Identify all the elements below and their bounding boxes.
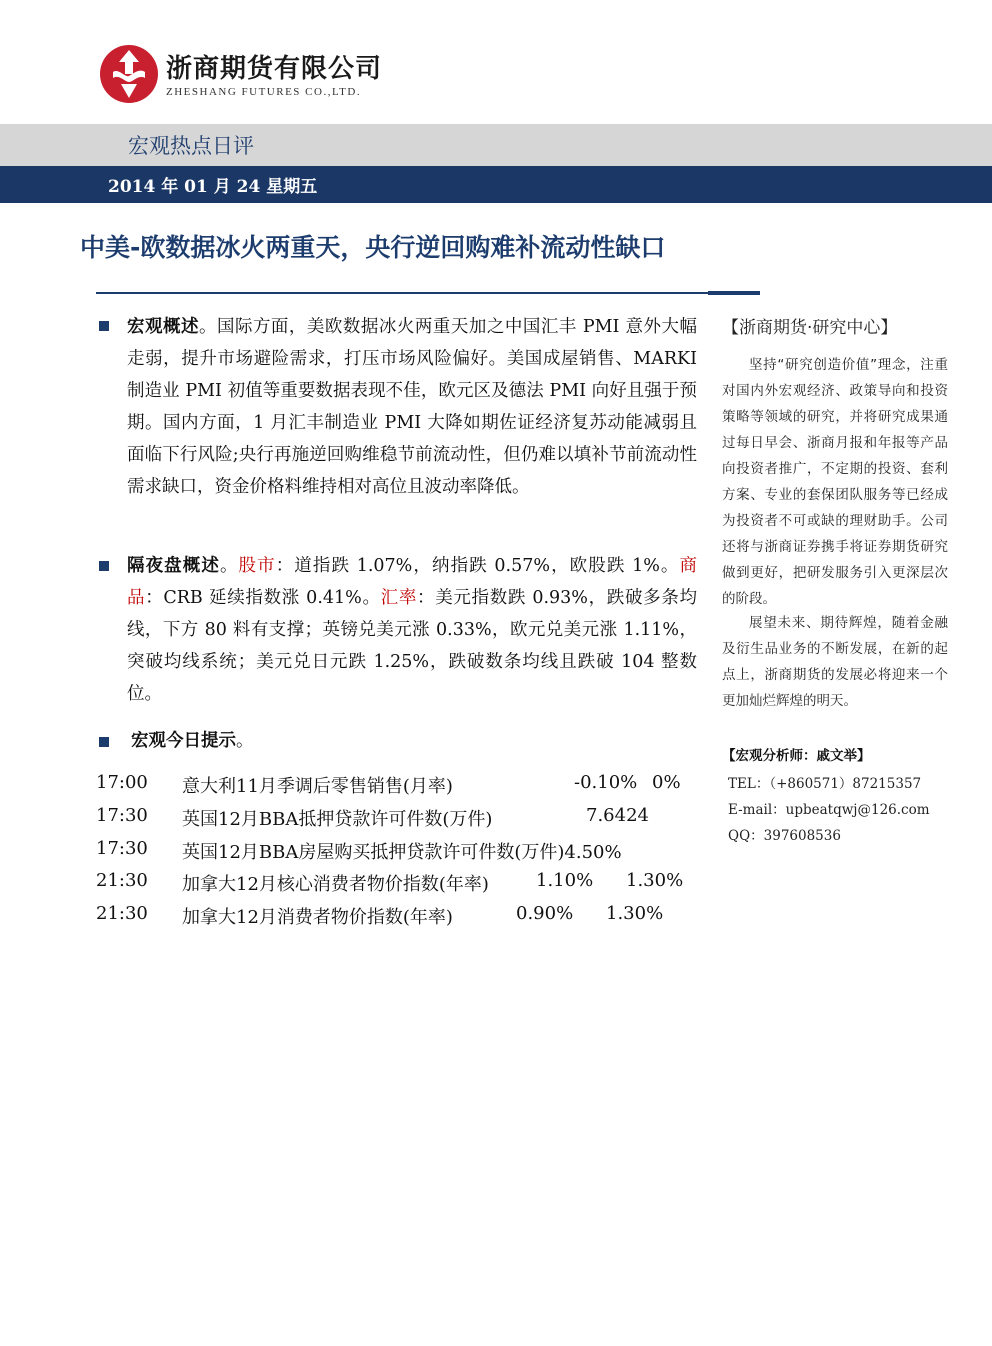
calendar-value-previous: 7.6424 (586, 805, 649, 826)
research-center-heading: 【浙商期货·研究中心】 (722, 318, 898, 338)
bullet-square-icon (99, 321, 109, 331)
commodity-text: ：CRB 延续指数涨 0.41%。 (145, 588, 381, 608)
bullet-square-icon (99, 737, 109, 747)
calendar-event: 英国12月BBA抵押贷款许可件数(万件) (182, 809, 493, 830)
analyst-name: 【宏观分析师：戚文举】 (722, 748, 871, 764)
macro-overview-text: 。国际方面，美欧数据冰火两重天加之中国汇丰 PMI 意外大幅走弱，提升市场避险需求，打压市场风险偏好。美国成屋销售、MARKI 制造业 PMI 初值等重要数据表现不佳，欧元区及德法 PMI 向好且强于预期。国内方面，1 月汇丰制造业 PMI 大降如期佐证经济复苏动能减弱且面临下行风险;央行再施逆回购维稳节前流动性，但仍难以填补节前流动性需求缺口，资金价格料维持相对高位且波动率降低。 (127, 317, 697, 497)
calendar-value-previous: -0.10% (574, 772, 638, 793)
research-center-intro: 坚持“研究创造价值”理念，注重对国内外宏观经济、政策导向和投资策略等领域的研究，并将研究成果通过每日早会、浙商月报和年报等产品向投资者推广，不定期的投资、套利方案、专业的套保团队服务等已经成为投资者不可或缺的理财助手。公司还将与浙商证券携手将证券期货研究做到更好，把研发服务引入更深层次的阶段。 (722, 357, 948, 607)
calendar-value-forecast: 1.30% (626, 870, 684, 891)
analyst-qq: QQ：397608536 (728, 828, 841, 844)
report-date: 2014 年 01 月 24 星期五 (108, 177, 318, 197)
overnight-sep: 。 (219, 556, 239, 576)
fx-text: ：美元指数跌 0.93%，跌破多条均线，下方 80 料有支撑；英镑兑美元涨 0.33%，欧元兑美元涨 1.11%，突破均线系统；美元兑日元跌 1.25%，跌破数条均线且跌破 104 整数位。 (127, 588, 698, 704)
stock-label: 股市 (238, 556, 276, 576)
overnight-overview-paragraph (127, 550, 697, 710)
research-center-outlook: 展望未来、期待辉煌，随着金融及衍生品业务的不断发展，在新的起点上，浙商期货的发展必将迎来一个更加灿烂辉煌的明天。 (722, 615, 948, 709)
macro-overview-label: 宏观概述 (127, 317, 199, 337)
macro-overview-paragraph (127, 311, 697, 503)
stock-text: ：道指跌 1.07%，纳指跌 0.57%，欧股跌 1%。 (275, 556, 680, 576)
calendar-time: 21:30 (96, 870, 148, 891)
today-tips-heading (131, 727, 254, 752)
calendar-event: 意大利11月季调后零售销售(月率) (182, 776, 453, 797)
today-tips-sep: 。 (236, 731, 254, 751)
today-tips-label: 宏观今日提示 (131, 731, 236, 751)
title-divider-accent (708, 291, 760, 295)
calendar-time: 17:00 (96, 772, 148, 793)
calendar-value-forecast: 1.30% (606, 903, 664, 924)
calendar-event: 加拿大12月消费者物价指数(年率) (182, 907, 453, 928)
analyst-tel: TEL：（+860571）87215357 (728, 776, 922, 792)
calendar-value-forecast: 0% (652, 772, 681, 793)
fx-label: 汇率 (380, 588, 418, 608)
calendar-time: 21:30 (96, 903, 148, 924)
calendar-value-previous: 1.10% (536, 870, 594, 891)
analyst-email[interactable]: E-mail：upbeatqwj@126.com (728, 802, 930, 818)
report-title: 中美-欧数据冰火两重天，央行逆回购难补流动性缺口 (80, 233, 666, 262)
calendar-time: 17:30 (96, 805, 148, 826)
overnight-label: 隔夜盘概述 (127, 556, 220, 576)
calendar-event: 加拿大12月核心消费者物价指数(年率) (182, 874, 489, 895)
bullet-square-icon (99, 561, 109, 571)
company-name-cn: 浙商期货有限公司 (166, 54, 383, 84)
title-divider (96, 292, 708, 294)
calendar-time: 17:30 (96, 838, 148, 859)
calendar-value-previous: 0.90% (516, 903, 574, 924)
calendar-event: 英国12月BBA房屋购买抵押贷款许可件数(万件)4.50% (182, 842, 622, 863)
commodity-label: 商品 (127, 556, 698, 608)
company-name-en: ZHESHANG FUTURES CO.,LTD. (166, 86, 362, 98)
company-logo (99, 44, 159, 104)
report-type: 宏观热点日评 (128, 134, 254, 158)
